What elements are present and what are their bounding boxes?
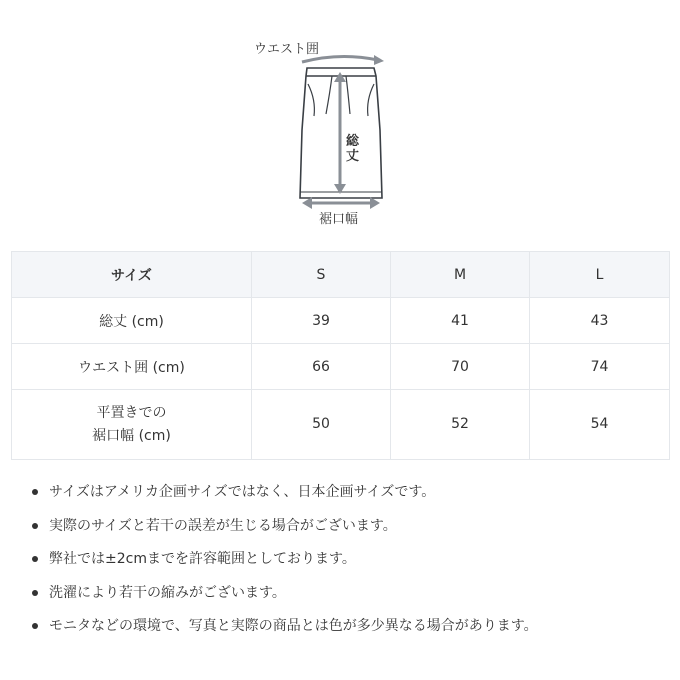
cell-value: 52 — [391, 390, 530, 460]
size-table — [11, 251, 670, 460]
row-label-line2: 裾口幅 (cm) — [92, 427, 171, 444]
list-item — [25, 581, 538, 615]
bullet-icon — [32, 523, 38, 529]
row-label — [12, 390, 252, 460]
header-m: M — [391, 252, 530, 298]
table-row — [12, 344, 670, 390]
length-label: 総丈 — [346, 134, 360, 164]
header-l: L — [530, 252, 670, 298]
list-item — [25, 514, 538, 548]
row-label: ウエスト囲 (cm) — [12, 344, 252, 390]
skirt-illustration — [240, 30, 440, 230]
table-header-row — [12, 252, 670, 298]
waist-label: ウエスト囲 — [254, 42, 320, 57]
bullet-icon — [32, 590, 38, 596]
note-text: モニタなどの環境で、写真と実際の商品とは色が多少異なる場合があります。 — [49, 618, 538, 634]
bullet-icon — [32, 489, 38, 495]
hem-label: 裾口幅 — [319, 212, 359, 227]
cell-value: 66 — [252, 344, 391, 390]
row-label: 総丈 (cm) — [12, 298, 252, 344]
notes-list — [25, 480, 538, 648]
bullet-icon — [32, 556, 38, 562]
list-item — [25, 480, 538, 514]
waist-arrow — [302, 56, 378, 62]
header-s: S — [252, 252, 391, 298]
bullet-icon — [32, 623, 38, 629]
note-text: 洗濯により若干の縮みがございます。 — [49, 584, 286, 601]
cell-value: 50 — [252, 390, 391, 460]
cell-value: 70 — [391, 344, 530, 390]
header-size: サイズ — [12, 252, 252, 298]
row-label-line1: 平置きでの — [96, 404, 167, 421]
cell-value: 74 — [530, 344, 670, 390]
table-row — [12, 298, 670, 344]
skirt-measurement-diagram — [240, 30, 440, 230]
note-text: 弊社では±2cmまでを許容範囲としております。 — [49, 551, 356, 567]
cell-value: 39 — [252, 298, 391, 344]
cell-value: 43 — [530, 298, 670, 344]
cell-value: 54 — [530, 390, 670, 460]
list-item — [25, 614, 538, 648]
list-item — [25, 547, 538, 581]
cell-value: 41 — [391, 298, 530, 344]
note-text: サイズはアメリカ企画サイズではなく、日本企画サイズです。 — [49, 484, 436, 500]
table-row — [12, 390, 670, 460]
note-text: 実際のサイズと若干の誤差が生じる場合がございます。 — [49, 517, 397, 534]
